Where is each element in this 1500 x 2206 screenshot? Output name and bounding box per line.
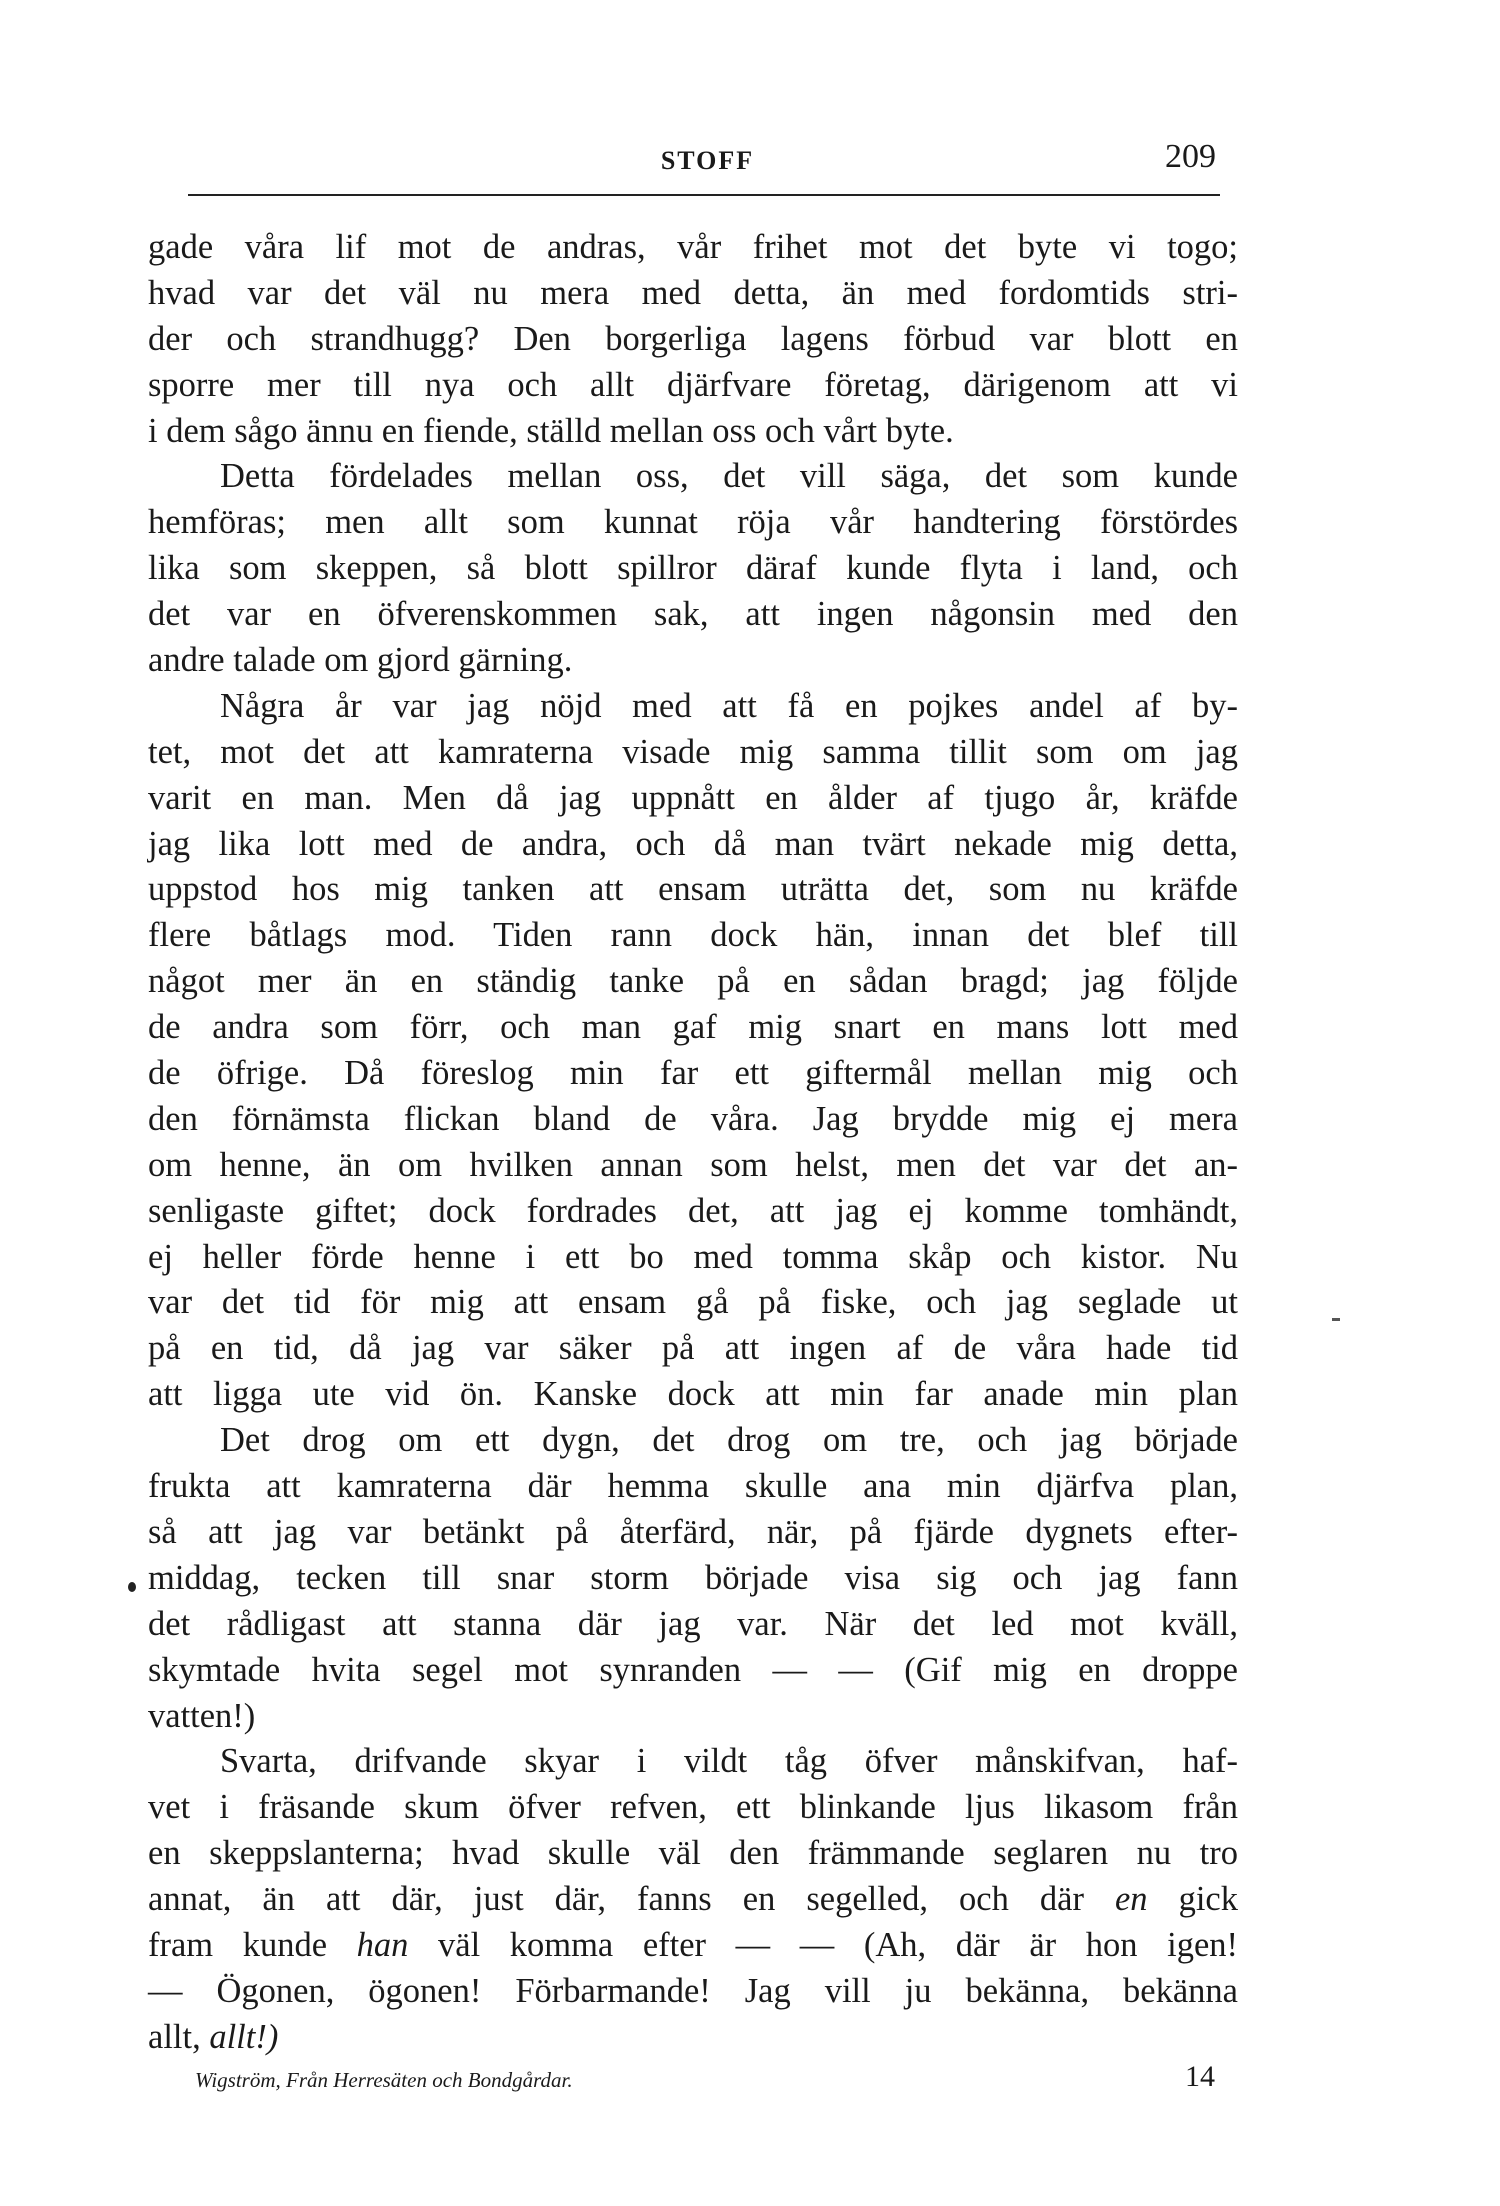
text-line: var det tid för mig att ensam gå på fiske, och jag seglade ut [148, 1283, 1238, 1322]
text-line: den förnämsta flickan bland de våra. Jag brydde mig ej mera [148, 1099, 1238, 1138]
italic-word: en [1114, 1880, 1148, 1919]
text-line [148, 1877, 1238, 1923]
text-line: något mer än en ständig tanke på en sådan bragd; jag följde [148, 962, 1238, 1001]
text-line: det var en öfverenskommen sak, att ingen någonsin med den [148, 595, 1238, 634]
text-line: de andra som förr, och man gaf mig snart en mans lott med [148, 1008, 1238, 1047]
text-line: Några år var jag nöjd med att få en pojkes andel af by- [220, 686, 1238, 725]
text-line [148, 1923, 1238, 1969]
header-rule [188, 194, 1220, 196]
text-line: så att jag var betänkt på återfärd, när, på fjärde dygnets efter- [148, 1512, 1238, 1551]
text-line: hvad var det väl nu mera med detta, än med fordomtids stri- [148, 273, 1238, 312]
italic-word: allt!) [209, 2017, 279, 2056]
text-line: sporre mer till nya och allt djärfvare företag, därigenom att vi [148, 365, 1238, 404]
text-line: uppstod hos mig tanken att ensam uträtta det, som nu kräfde [148, 870, 1238, 909]
signature-mark: 14 [1185, 2060, 1215, 2093]
text-line: skymtade hvita segel mot synranden — — (Gif mig en droppe [148, 1650, 1238, 1689]
text-line: Detta fördelades mellan oss, det vill säga, det som kunde [220, 457, 1238, 496]
text-line: i dem sågo ännu en fiende, ställd mellan oss och vårt byte. [148, 411, 954, 450]
running-head [195, 138, 1220, 188]
text-fragment: gick [1178, 1880, 1238, 1919]
margin-dot [128, 1582, 136, 1592]
text-line: — Ögonen, ögonen! Förbarmande! Jag vill ju bekänna, bekänna [148, 1971, 1238, 2010]
text-line: tet, mot det att kamraterna visade mig samma tillit som om jag [148, 732, 1238, 771]
text-line: Det drog om ett dygn, det drog om tre, och jag började [220, 1421, 1238, 1460]
text-line: andre talade om gjord gärning. [148, 641, 573, 680]
text-line: der och strandhugg? Den borgerliga lagens förbud var blott en [148, 319, 1238, 358]
text-line: gade våra lif mot de andras, vår frihet mot det byte vi togo; [148, 228, 1238, 266]
text-line: på en tid, då jag var säker på att ingen af de våra hade tid [148, 1329, 1238, 1368]
text-line: vet i fräsande skum öfver refven, ett blinkande ljus likasom från [148, 1788, 1238, 1827]
text-line: hemföras; men allt som kunnat röja vår handtering förstördes [148, 503, 1238, 542]
text-line: de öfrige. Då föreslog min far ett giftermål mellan mig och [148, 1054, 1238, 1093]
text-fragment: väl komma efter — — (Ah, där är hon igen! [438, 1925, 1239, 1964]
text-line: lika som skeppen, så blott spillror däraf kunde flyta i land, och [148, 549, 1238, 588]
page-number: 209 [1165, 138, 1216, 175]
text-line: jag lika lott med de andra, och då man tvärt nekade mig detta, [148, 824, 1238, 863]
text-line: middag, tecken till snar storm började visa sig och jag fann [148, 1558, 1238, 1597]
body-text [148, 225, 1238, 2061]
text-fragment: annat, än att där, just där, fanns en segelled, och där [148, 1880, 1084, 1919]
text-line: en skeppslanterna; hvad skulle väl den främmande seglaren nu tro [148, 1834, 1238, 1873]
text-line: det rådligast att stanna där jag var. När det led mot kväll, [148, 1604, 1238, 1643]
text-line: att ligga ute vid ön. Kanske dock att min far anade min plan [148, 1375, 1238, 1414]
footer-reference: Wigström, Från Herresäten och Bondgårdar. [195, 2068, 573, 2092]
italic-word: han [356, 1925, 409, 1964]
text-line [148, 2015, 1238, 2061]
text-fragment: allt, [148, 2017, 201, 2056]
text-line: Svarta, drifvande skyar i vildt tåg öfver månskifvan, haf- [220, 1742, 1238, 1781]
text-line: ej heller förde henne i ett bo med tomma skåp och kistor. Nu [148, 1237, 1238, 1276]
text-line: om henne, än om hvilken annan som helst, men det var det an- [148, 1145, 1238, 1184]
text-line: senligaste giftet; dock fordrades det, att jag ej komme tomhändt, [148, 1191, 1238, 1230]
page-footer [195, 2060, 1215, 2100]
text-fragment: fram kunde [148, 1925, 328, 1964]
text-line: vatten!) [148, 1696, 256, 1735]
text-line: varit en man. Men då jag uppnått en ålder af tjugo år, kräfde [148, 778, 1238, 817]
running-title: STOFF [660, 146, 755, 175]
margin-dash [1332, 1318, 1340, 1321]
text-line: frukta att kamraterna där hemma skulle ana min djärfva plan, [148, 1467, 1238, 1506]
text-line: flere båtlags mod. Tiden rann dock hän, innan det blef till [148, 916, 1238, 955]
